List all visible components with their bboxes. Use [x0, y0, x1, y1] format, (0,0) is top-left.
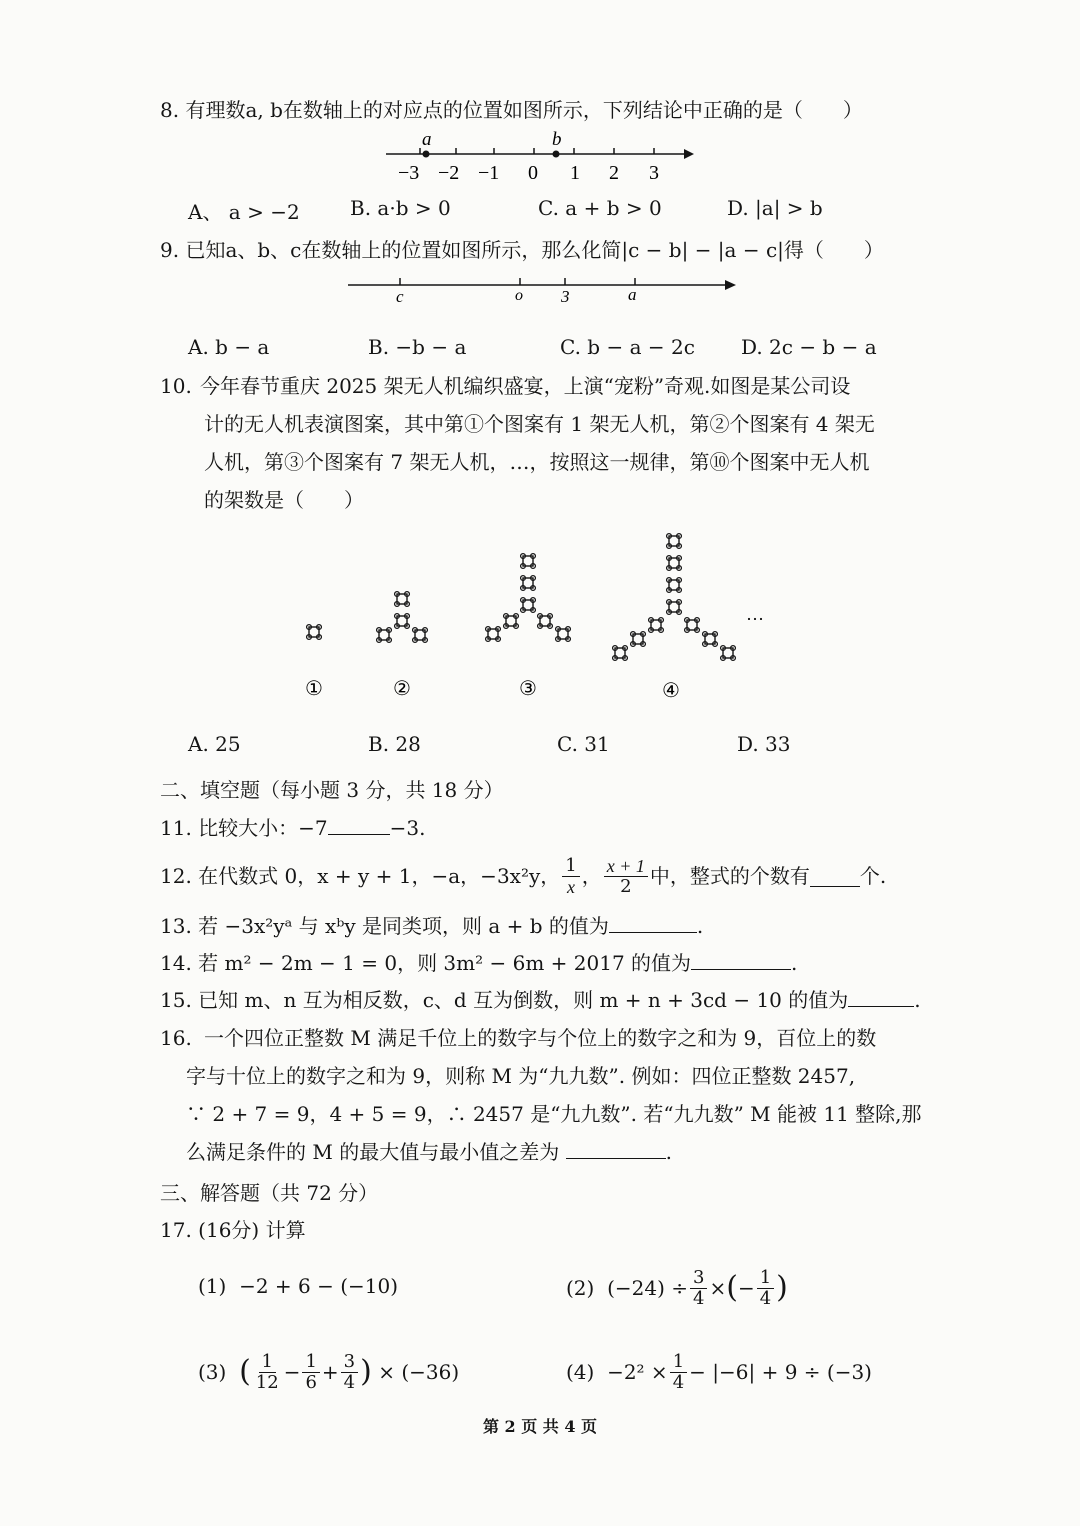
q10-num: 10. — [160, 374, 192, 398]
q10-option-a[interactable]: A. 25 — [188, 732, 241, 756]
q17-part-2: (2) (−24) ÷ $\frac{3}{4}$ × ( − $\frac{1}{4}$ ) — [566, 1266, 788, 1309]
q13: 13. 若 −3x²yᵃ 与 xᵇy 是同类项，则 a + b 的值为 . — [160, 914, 704, 938]
svg-text:3: 3 — [649, 162, 659, 184]
q11: 11. 比较大小：−7 −3. — [160, 816, 426, 840]
q17-part-3: (3) ( $\frac{1}{12}$ − $\frac{1}{6}$ + $\frac{3}{4}$ ) × (−36) — [198, 1350, 460, 1393]
q15: 15. 已知 m、n 互为相反数，c、d 互为倒数，则 m + n + 3cd − 10 的值为 . — [160, 988, 921, 1012]
q14: 14. 若 m² − 2m − 1 = 0，则 3m² − 6m + 2017 的值为 . — [160, 951, 798, 975]
svg-text:③: ③ — [519, 678, 537, 700]
q10-line-1: 今年春节重庆 2025 架无人机编织盛宴，上演“宠粉”奇观.如图是某公司设 — [200, 374, 851, 398]
q17-part-1: (1) −2 + 6 − (−10) — [198, 1274, 399, 1298]
q9-option-a[interactable]: A. b − a — [188, 335, 270, 359]
svg-text:1: 1 — [570, 162, 580, 184]
q10-line-2: 计的无人机表演图案，其中第①个图案有 1 架无人机，第②个图案有 4 架无 — [204, 412, 875, 436]
q17-part-4: (4) −2² × $\frac{1}{4}$ − |−6| + 9 ÷ (−3) — [566, 1350, 872, 1393]
q8-option-a[interactable]: A、 a > −2 — [188, 200, 300, 224]
q8-number-line — [380, 128, 700, 188]
q9-number-line — [340, 268, 750, 310]
q16-line-3: ∵ 2 + 7 = 9，4 + 5 = 9，∴ 2457 是“九九数”. 若“九九数” M 能被 11 整除,那 — [186, 1102, 922, 1126]
page-footer: 第 2 页 共 4 页 — [482, 1417, 598, 1436]
section-2-heading: 二、填空题（每小题 3 分，共 18 分） — [160, 778, 504, 802]
q10-line-3: 人机，第③个图案有 7 架无人机，…，按照这一规律，第⑩个图案中无人机 — [204, 450, 870, 474]
q8-option-c[interactable]: C. a + b > 0 — [538, 196, 662, 220]
svg-text:②: ② — [393, 678, 411, 700]
q9-label-b: 3 — [561, 287, 570, 306]
q16-line-1: 一个四位正整数 M 满足千位上的数字与个位上的数字之和为 9，百位上的数 — [204, 1026, 877, 1050]
q9-option-c[interactable]: C. b − a − 2c — [560, 335, 695, 359]
q10-drone-patterns — [290, 525, 790, 715]
section-3-heading: 三、解答题（共 72 分） — [160, 1181, 379, 1205]
q10-option-d[interactable]: D. 33 — [737, 732, 791, 756]
q16-line-2: 字与十位上的数字之和为 9，则称 M 为“九九数”. 例如：四位正整数 2457, — [186, 1064, 856, 1088]
q17-title: 17. (16分) 计算 — [160, 1218, 306, 1242]
q12-answer-blank[interactable] — [810, 866, 860, 887]
q16-line-4: 么满足条件的 M 的最大值与最小值之差为 . — [186, 1140, 672, 1164]
q9-option-b[interactable]: B. −b − a — [368, 335, 467, 359]
q13-answer-blank[interactable] — [609, 932, 697, 933]
q8-label-b: b — [552, 129, 562, 150]
svg-text:④: ④ — [662, 680, 680, 702]
svg-text:2: 2 — [609, 162, 619, 184]
q10-option-c[interactable]: C. 31 — [557, 732, 610, 756]
q9-label-c: c — [396, 287, 404, 306]
q8-label-a: a — [422, 129, 432, 150]
svg-text:①: ① — [305, 678, 323, 700]
svg-text:−3: −3 — [398, 162, 420, 184]
q15-answer-blank[interactable] — [848, 1006, 914, 1007]
svg-text:−1: −1 — [478, 162, 500, 184]
svg-text:0: 0 — [528, 162, 538, 184]
q14-answer-blank[interactable] — [691, 969, 791, 970]
q12: 12. 在代数式 0，x + y + 1，−a，−3x²y， $\frac{1}{x}$ ， $\frac{x + 1}{2}$ 中，整式的个数有 个. — [160, 854, 887, 897]
q11-answer-blank[interactable] — [328, 834, 390, 835]
q16-num: 16. — [160, 1026, 192, 1050]
q8-option-d[interactable]: D. |a| > b — [727, 196, 823, 220]
q9-stem: 9. 已知a、b、c在数轴上的位置如图所示，那么化简|c − b| − |a − c|得（ ） — [160, 238, 884, 262]
q16-answer-blank[interactable] — [566, 1158, 666, 1159]
q10-line-4: 的架数是（ ） — [204, 488, 364, 512]
q10-option-b[interactable]: B. 28 — [368, 732, 421, 756]
q9-option-d[interactable]: D. 2c − b − a — [741, 335, 877, 359]
svg-text:···: ··· — [746, 609, 764, 629]
q8-option-b[interactable]: B. a·b > 0 — [350, 196, 451, 220]
q8-stem: 8. 有理数a, b在数轴上的对应点的位置如图所示，下列结论中正确的是（ ） — [160, 98, 863, 122]
q9-label-o: o — [515, 287, 523, 304]
q9-label-a: a — [628, 285, 637, 304]
svg-text:−2: −2 — [438, 162, 460, 184]
